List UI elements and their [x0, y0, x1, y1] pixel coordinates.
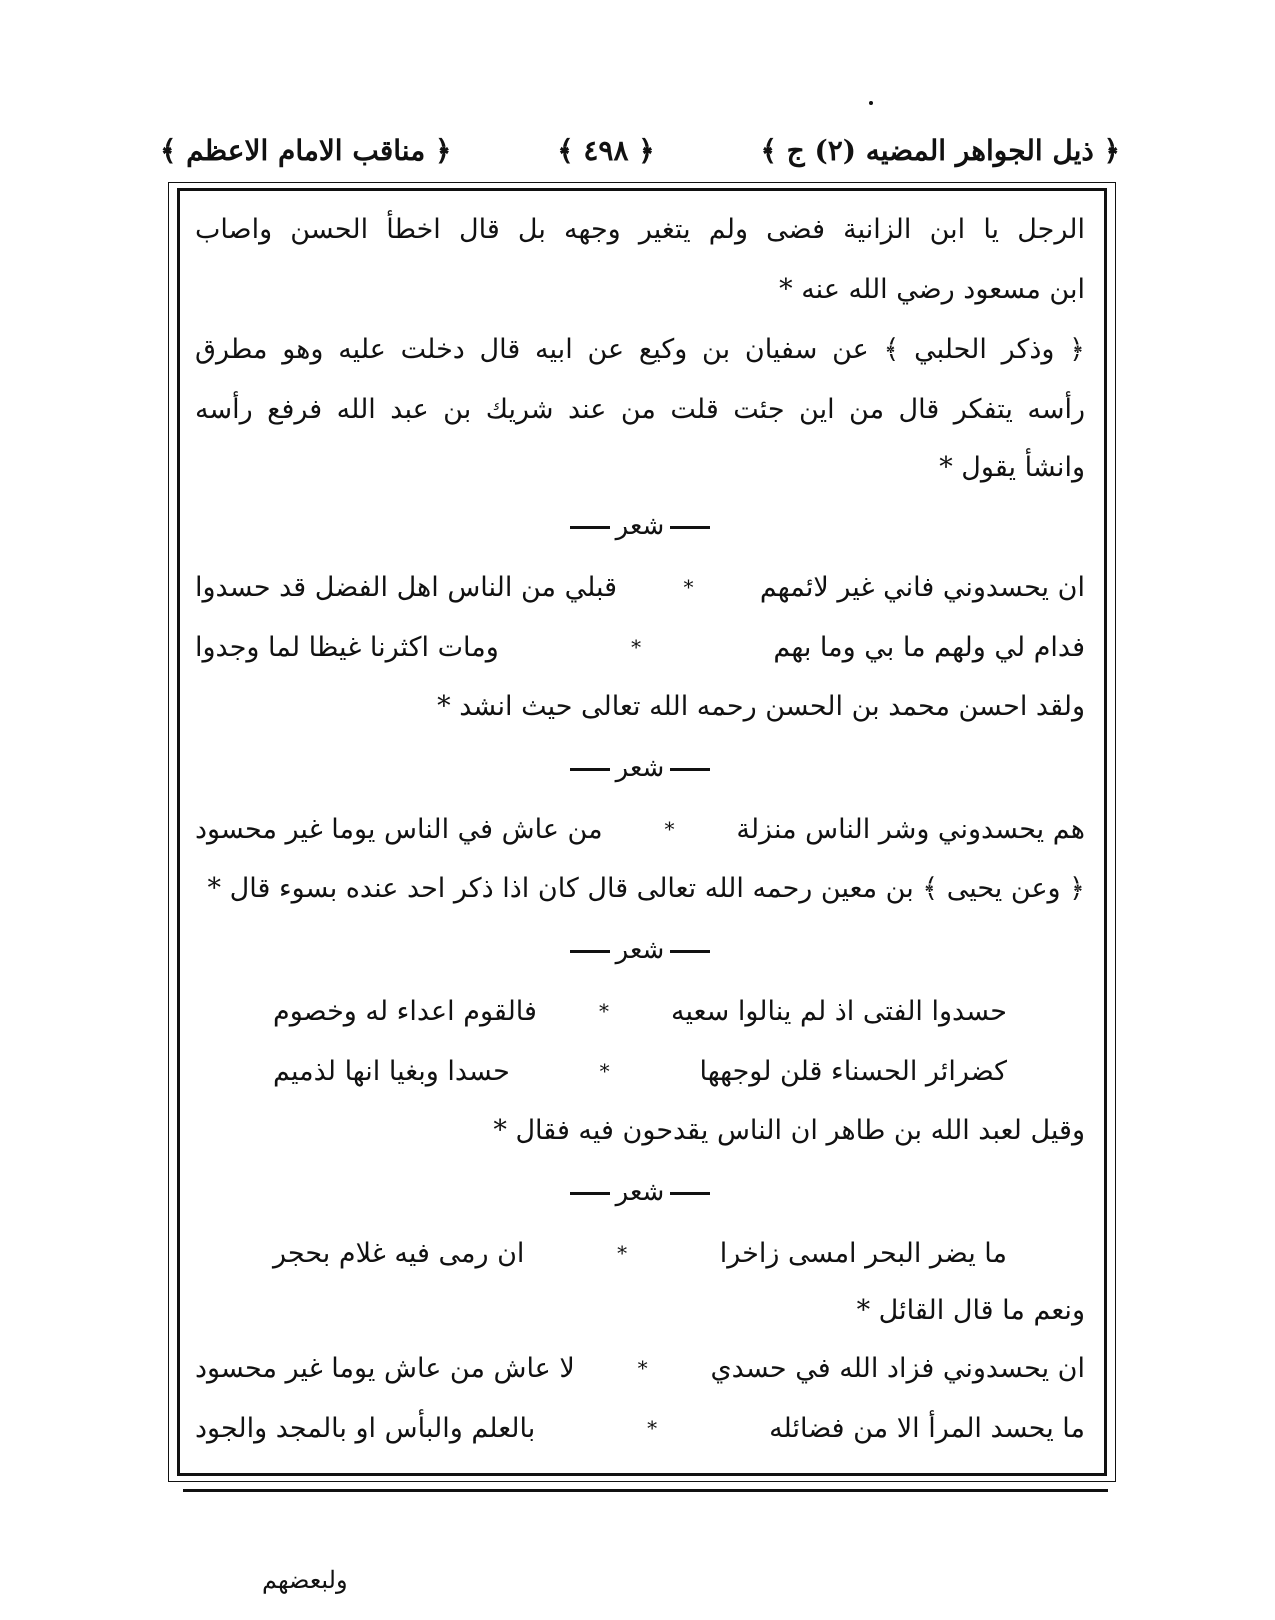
verse-separator: * [647, 1416, 658, 1440]
verse-second-hemistich: ان رمى فيه غلام بحجر [273, 1237, 525, 1269]
poem-heading [195, 737, 1085, 799]
prose-line: وقيل لعبد الله بن طاهر ان الناس يقدحون فيه فقال * [493, 1115, 1085, 1146]
verse-line [195, 557, 1085, 617]
stray-mark [869, 101, 873, 105]
poem-heading [195, 919, 1085, 981]
verse-separator: * [664, 817, 675, 841]
bottom-rule [183, 1489, 1108, 1492]
header-section-title [160, 134, 451, 167]
poem-heading-label: شعر [615, 935, 665, 965]
verse-first-hemistich: ان يحسدوني فاني غير لائمهم [759, 571, 1085, 603]
verse-first-hemistich: ما يضر البحر امسى زاخرا [719, 1237, 1007, 1269]
prose-line: ﴿ وعن يحيى ﴾ بن معين رحمه الله تعالى قال كان اذا ذكر احد عنده بسوء قال * [207, 873, 1085, 904]
verse-first-hemistich: ما يحسد المرأ الا من فضائله [769, 1412, 1085, 1444]
verse-second-hemistich: بالعلم والبأس او بالمجد والجود [195, 1412, 536, 1444]
catchword: ولبعضهم [262, 1566, 348, 1594]
poem-heading-label: شعر [615, 753, 665, 783]
header-right-text: ﴿ ذيل الجواهر المضيه (٢) ج ﴾ [760, 133, 1120, 167]
prose-line: ونعم ما قال القائل * [856, 1295, 1085, 1326]
poem-heading-label: شعر [615, 511, 665, 541]
verse-first-hemistich: كضرائر الحسناء قلن لوجهها [699, 1055, 1007, 1087]
running-header [160, 122, 1120, 178]
prose-line: ﴿ وذكر الحلبي ﴾ عن سفيان بن وكيع عن ابيه قال دخلت عليه وهو مطرق [195, 334, 1085, 365]
verse-separator: * [598, 999, 609, 1023]
ornament-bar [670, 768, 710, 771]
verse-line [195, 981, 1085, 1041]
text-column [195, 200, 1085, 1458]
verse-separator: * [599, 1059, 610, 1083]
verse-line [195, 799, 1085, 859]
ornament-bar [670, 526, 710, 529]
verse-separator: * [617, 1241, 628, 1265]
verse-first-hemistich: فدام لي ولهم ما بي وما بهم [773, 631, 1085, 663]
verse-second-hemistich: قبلي من الناس اهل الفضل قد حسدوا [195, 571, 618, 603]
verse-line [195, 1041, 1085, 1101]
ornament-bar [570, 950, 610, 953]
prose-line: ابن مسعود رضي الله عنه * [779, 274, 1085, 305]
verse-separator: * [637, 1356, 648, 1380]
prose-line: وانشأ يقول * [939, 452, 1085, 483]
poem-heading [195, 1161, 1085, 1223]
verse-separator: * [683, 575, 694, 599]
ornament-bar [570, 1192, 610, 1195]
verse-line [195, 617, 1085, 677]
header-book-title [761, 134, 1120, 167]
header-page-number [557, 134, 654, 167]
prose-line: ولقد احسن محمد بن الحسن رحمه الله تعالى حيث انشد * [437, 691, 1085, 722]
verse-first-hemistich: هم يحسدوني وشر الناس منزلة [736, 813, 1085, 845]
verse-line [195, 1223, 1085, 1283]
verse-first-hemistich: ان يحسدوني فزاد الله في حسدي [710, 1352, 1085, 1384]
ornament-bar [570, 768, 610, 771]
prose-line: رأسه يتفكر قال من اين جئت قلت من عند شريك بن عبد الله فرفع رأسه [195, 394, 1085, 425]
verse-second-hemistich: ومات اكثرنا غيظا لما وجدوا [195, 631, 499, 663]
header-left-text: ﴿ مناقب الامام الاعظم ﴾ [160, 133, 452, 167]
verse-second-hemistich: فالقوم اعداء له وخصوم [273, 995, 537, 1027]
verse-separator: * [631, 635, 642, 659]
ornament-bar [570, 526, 610, 529]
prose-line: الرجل يا ابن الزانية فضى ولم يتغير وجهه بل قال اخطأ الحسن واصاب [195, 214, 1085, 245]
verse-second-hemistich: من عاش في الناس يوما غير محسود [195, 813, 603, 845]
verse-line [195, 1398, 1085, 1458]
verse-second-hemistich: حسدا وبغيا انها لذميم [273, 1055, 510, 1087]
verse-line [195, 1338, 1085, 1398]
poem-heading-label: شعر [615, 1177, 665, 1207]
ornament-bar [670, 1192, 710, 1195]
verse-second-hemistich: لا عاش من عاش يوما غير محسود [195, 1352, 575, 1384]
ornament-bar [670, 950, 710, 953]
header-center-text: ﴿ ٤٩٨ ﴾ [557, 133, 655, 167]
verse-first-hemistich: حسدوا الفتى اذ لم ينالوا سعيه [671, 995, 1007, 1027]
poem-heading [195, 495, 1085, 557]
